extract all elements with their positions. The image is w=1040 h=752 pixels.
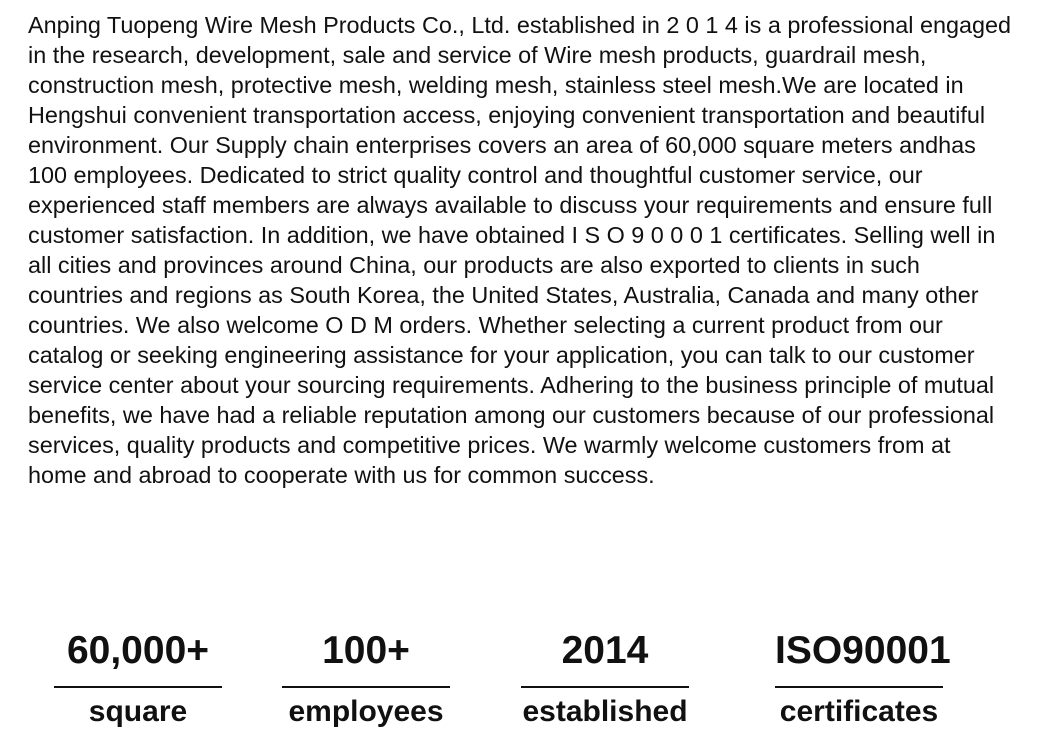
stat-value: 100+ <box>322 629 410 672</box>
stat-value: 2014 <box>561 629 649 672</box>
stat-certificates <box>775 622 951 736</box>
stat-label: square <box>88 695 188 728</box>
stats-row <box>0 622 1040 742</box>
stat-label: employees <box>288 695 444 728</box>
stat-employees <box>282 622 450 736</box>
company-description: Anping Tuopeng Wire Mesh Products Co., Ltd. established in 2 0 1 4 is a professional engaged in the research, development, sale and service of Wire mesh products, guardrail mesh, construction mesh, protective mesh, welding mesh, stainless steel mesh.We are located in Hengshui convenient transportation access, enjoying convenient transportation and beautiful environment. Our Supply chain enterprises covers an area of 60,000 square meters andhas 100 employees. Dedicated to strict quality control and thoughtful customer service, our experienced staff members are always available to discuss your requirements and ensure full customer satisfaction. In addition, we have obtained I S O 9 0 0 0 1 certificates. Selling well in all cities and provinces around China, our products are also exported to clients in such countries and regions as South Korea, the United States, Australia, Canada and many other countries. We also welcome O D M orders. Whether selecting a current product from our catalog or seeking engineering assistance for your application, you can talk to our customer service center about your sourcing requirements. Adhering to the business principle of mutual benefits, we have had a reliable reputation among our customers because of our professional services, quality products and competitive prices. We warmly welcome customers from at home and abroad to cooperate with us for common success. <box>28 12 1012 488</box>
stat-area <box>54 622 222 736</box>
stat-value: 60,000+ <box>66 629 210 672</box>
stat-established <box>521 622 689 736</box>
stat-value: ISO90001 <box>775 629 951 672</box>
stat-label: established <box>522 695 688 728</box>
stat-label: certificates <box>779 695 939 728</box>
